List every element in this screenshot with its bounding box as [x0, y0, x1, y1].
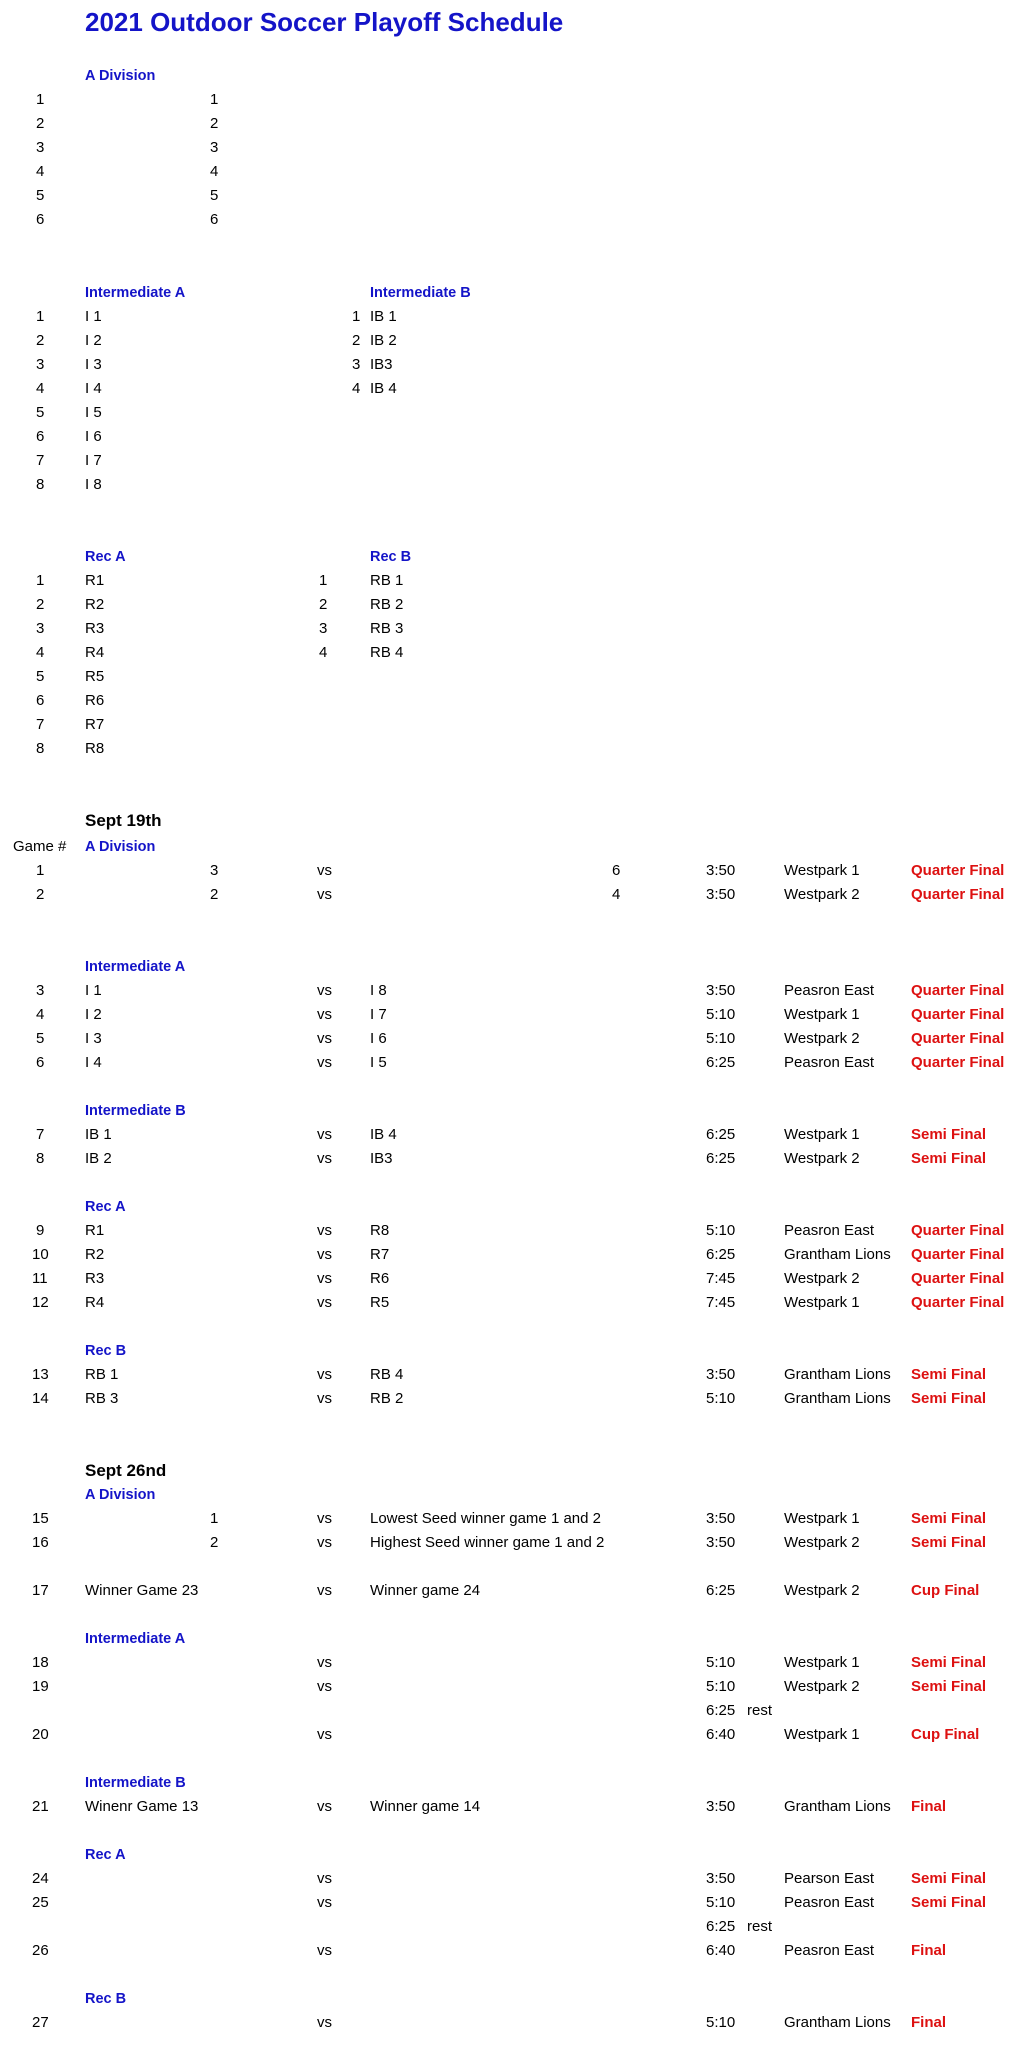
seed-team: 5 — [210, 187, 219, 204]
section-header-intermediate-b: Intermediate B — [85, 1103, 186, 1119]
round-label: Semi Final — [911, 1366, 987, 1383]
section-header-intermediate-b: Intermediate B — [85, 1775, 186, 1791]
seed-team: I 5 — [85, 404, 102, 421]
vs-label: vs — [317, 1894, 332, 1911]
game-number: 26 — [32, 1942, 49, 1959]
seed-team: 2 — [210, 115, 219, 132]
vs-label: vs — [317, 982, 332, 999]
round-label: Quarter Final — [911, 862, 1005, 879]
vs-label: vs — [317, 1534, 332, 1551]
game-number: 7 — [36, 1126, 45, 1143]
away-team: 4 — [612, 886, 621, 903]
game-number: 17 — [32, 1582, 49, 1599]
away-team: I 6 — [370, 1030, 387, 1047]
seed-team: RB 4 — [370, 644, 404, 661]
seed-team: R6 — [85, 692, 105, 709]
home-team: Winenr Game 13 — [85, 1798, 199, 1815]
seed-number: 3 — [352, 356, 361, 373]
seed-number: 7 — [36, 452, 45, 469]
game-time: 5:10 — [706, 2014, 736, 2031]
round-label: Final — [911, 2014, 947, 2031]
vs-label: vs — [317, 862, 332, 879]
round-label: Quarter Final — [911, 1006, 1005, 1023]
field-name: Pearson East — [784, 1870, 875, 1887]
field-name: Peasron East — [784, 1894, 875, 1911]
seed-team: I 4 — [85, 380, 102, 397]
section-header-a-division: A Division — [85, 1487, 156, 1503]
round-label: Quarter Final — [911, 1246, 1005, 1263]
round-label: Final — [911, 1798, 947, 1815]
seed-number: 3 — [319, 620, 328, 637]
seed-number: 2 — [352, 332, 361, 349]
away-team: R8 — [370, 1222, 390, 1239]
field-name: Westpark 1 — [784, 1654, 860, 1671]
game-time: 3:50 — [706, 1510, 736, 1527]
section-header-intermediate-a: Intermediate A — [85, 1631, 186, 1647]
home-team: 1 — [210, 1510, 219, 1527]
round-label: Final — [911, 1942, 947, 1959]
game-number: 3 — [36, 982, 45, 999]
seed-number: 2 — [36, 596, 45, 613]
seed-number: 1 — [36, 91, 45, 108]
section-header-a-division: A Division — [85, 68, 156, 84]
vs-label: vs — [317, 1726, 332, 1743]
game-time: 5:10 — [706, 1030, 736, 1047]
field-name: Westpark 1 — [784, 1726, 860, 1743]
seed-number: 3 — [36, 139, 45, 156]
page-title: 2021 Outdoor Soccer Playoff Schedule — [85, 7, 564, 37]
home-team: I 3 — [85, 1030, 102, 1047]
home-team: 2 — [210, 1534, 219, 1551]
game-time: 6:25 — [706, 1054, 736, 1071]
round-label: Cup Final — [911, 1582, 980, 1599]
game-time: 3:50 — [706, 862, 736, 879]
field-name: Grantham Lions — [784, 1246, 891, 1263]
round-label: Semi Final — [911, 1654, 987, 1671]
seed-number: 8 — [36, 476, 45, 493]
seed-number: 1 — [36, 572, 45, 589]
game-number: 5 — [36, 1030, 45, 1047]
round-label: Quarter Final — [911, 1030, 1005, 1047]
away-team: Winner game 24 — [370, 1582, 481, 1599]
home-team: R1 — [85, 1222, 105, 1239]
game-time: 6:25 — [706, 1126, 736, 1143]
seed-team: RB 2 — [370, 596, 404, 613]
game-number: 21 — [32, 1798, 49, 1815]
away-team: R6 — [370, 1270, 390, 1287]
game-time: 6:40 — [706, 1942, 736, 1959]
home-team: IB 1 — [85, 1126, 112, 1143]
game-time: 3:50 — [706, 982, 736, 999]
vs-label: vs — [317, 1390, 332, 1407]
vs-label: vs — [317, 1870, 332, 1887]
field-name: Grantham Lions — [784, 1798, 891, 1815]
round-label: Semi Final — [911, 1534, 987, 1551]
seed-number: 8 — [36, 740, 45, 757]
home-team: 3 — [210, 862, 219, 879]
seed-team: I 3 — [85, 356, 102, 373]
game-number: 20 — [32, 1726, 49, 1743]
round-label: Semi Final — [911, 1150, 987, 1167]
game-time: 5:10 — [706, 1222, 736, 1239]
seed-number: 4 — [36, 380, 45, 397]
seed-team: 6 — [210, 211, 219, 228]
game-number: 2 — [36, 886, 45, 903]
seed-team: R5 — [85, 668, 105, 685]
vs-label: vs — [317, 1054, 332, 1071]
seed-team: R4 — [85, 644, 105, 661]
rest-label: rest — [747, 1702, 773, 1719]
seed-team: I 1 — [85, 308, 102, 325]
date-heading: Sept 26nd — [85, 1461, 167, 1480]
seed-number: 5 — [36, 668, 45, 685]
seed-team: I 6 — [85, 428, 102, 445]
home-team: RB 3 — [85, 1390, 119, 1407]
game-number: 15 — [32, 1510, 49, 1527]
game-number: 24 — [32, 1870, 49, 1887]
game-number: 10 — [32, 1246, 49, 1263]
game-number: 11 — [32, 1270, 48, 1287]
away-team: I 7 — [370, 1006, 387, 1023]
seed-team: RB 3 — [370, 620, 404, 637]
home-team: R4 — [85, 1294, 105, 1311]
vs-label: vs — [317, 1150, 332, 1167]
round-label: Quarter Final — [911, 982, 1005, 999]
round-label: Semi Final — [911, 1390, 987, 1407]
game-number: 12 — [32, 1294, 49, 1311]
field-name: Westpark 2 — [784, 1030, 860, 1047]
seed-team: R8 — [85, 740, 105, 757]
seed-number: 2 — [36, 332, 45, 349]
section-header-rec-a: Rec A — [85, 1199, 126, 1215]
away-team: Winner game 14 — [370, 1798, 481, 1815]
game-number: 18 — [32, 1654, 49, 1671]
rest-time: 6:25 — [706, 1918, 736, 1935]
vs-label: vs — [317, 1678, 332, 1695]
seed-number: 7 — [36, 716, 45, 733]
seed-number: 2 — [319, 596, 328, 613]
home-team: I 2 — [85, 1006, 102, 1023]
game-time: 3:50 — [706, 1798, 736, 1815]
vs-label: vs — [317, 1030, 332, 1047]
round-label: Cup Final — [911, 1726, 980, 1743]
game-number: 6 — [36, 1054, 45, 1071]
home-team: R2 — [85, 1246, 105, 1263]
vs-label: vs — [317, 1006, 332, 1023]
seed-team: I 7 — [85, 452, 102, 469]
round-label: Semi Final — [911, 1894, 987, 1911]
game-number: 1 — [36, 862, 45, 879]
round-label: Quarter Final — [911, 886, 1005, 903]
seed-team: R2 — [85, 596, 105, 613]
game-time: 7:45 — [706, 1270, 736, 1287]
home-team: R3 — [85, 1270, 105, 1287]
game-time: 3:50 — [706, 1366, 736, 1383]
game-number: 14 — [32, 1390, 49, 1407]
field-name: Westpark 2 — [784, 1534, 860, 1551]
game-time: 6:25 — [706, 1150, 736, 1167]
seed-number: 4 — [319, 644, 328, 661]
round-label: Quarter Final — [911, 1270, 1005, 1287]
game-time: 6:25 — [706, 1246, 736, 1263]
game-time: 5:10 — [706, 1894, 736, 1911]
vs-label: vs — [317, 886, 332, 903]
away-team: R7 — [370, 1246, 390, 1263]
vs-label: vs — [317, 1246, 332, 1263]
game-number: 13 — [32, 1366, 49, 1383]
game-time: 5:10 — [706, 1678, 736, 1695]
section-header-intermediate-a: Intermediate A — [85, 285, 186, 301]
field-name: Westpark 1 — [784, 1294, 860, 1311]
away-team: IB3 — [370, 1150, 393, 1167]
game-time: 5:10 — [706, 1390, 736, 1407]
seed-team: R3 — [85, 620, 105, 637]
field-name: Westpark 2 — [784, 1678, 860, 1695]
home-team: Winner Game 23 — [85, 1582, 199, 1599]
away-team: 6 — [612, 862, 621, 879]
seed-team: IB 4 — [370, 380, 397, 397]
seed-number: 2 — [36, 115, 45, 132]
seed-team: R1 — [85, 572, 105, 589]
section-header-rec-b: Rec B — [85, 1343, 127, 1359]
section-header-rec-b: Rec B — [370, 549, 412, 565]
round-label: Semi Final — [911, 1126, 987, 1143]
away-team: Lowest Seed winner game 1 and 2 — [370, 1510, 601, 1527]
round-label: Quarter Final — [911, 1054, 1005, 1071]
round-label: Semi Final — [911, 1510, 987, 1527]
vs-label: vs — [317, 1942, 332, 1959]
field-name: Westpark 2 — [784, 886, 860, 903]
home-team: IB 2 — [85, 1150, 112, 1167]
game-number: 8 — [36, 1150, 45, 1167]
away-team: Highest Seed winner game 1 and 2 — [370, 1534, 605, 1551]
section-header-a-division: A Division — [85, 839, 156, 855]
seed-team: IB3 — [370, 356, 393, 373]
vs-label: vs — [317, 1654, 332, 1671]
game-number: 9 — [36, 1222, 45, 1239]
vs-label: vs — [317, 2014, 332, 2031]
away-team: RB 2 — [370, 1390, 404, 1407]
seed-team: IB 1 — [370, 308, 397, 325]
seed-team: 3 — [210, 139, 219, 156]
seed-team: 1 — [210, 91, 219, 108]
game-time: 3:50 — [706, 886, 736, 903]
seed-number: 6 — [36, 692, 45, 709]
seed-number: 3 — [36, 620, 45, 637]
seed-number: 4 — [36, 163, 45, 180]
home-team: I 1 — [85, 982, 102, 999]
away-team: RB 4 — [370, 1366, 404, 1383]
game-time: 6:40 — [706, 1726, 736, 1743]
game-number: 4 — [36, 1006, 45, 1023]
home-team: RB 1 — [85, 1366, 119, 1383]
field-name: Westpark 1 — [784, 1006, 860, 1023]
vs-label: vs — [317, 1510, 332, 1527]
game-number: 25 — [32, 1894, 49, 1911]
seed-team: IB 2 — [370, 332, 397, 349]
away-team: I 8 — [370, 982, 387, 999]
game-number: 27 — [32, 2014, 49, 2031]
game-time: 5:10 — [706, 1006, 736, 1023]
away-team: IB 4 — [370, 1126, 397, 1143]
field-name: Peasron East — [784, 1222, 875, 1239]
away-team: I 5 — [370, 1054, 387, 1071]
home-team: 2 — [210, 886, 219, 903]
vs-label: vs — [317, 1366, 332, 1383]
home-team: I 4 — [85, 1054, 102, 1071]
date-heading: Sept 19th — [85, 811, 162, 830]
seed-number: 1 — [36, 308, 45, 325]
field-name: Westpark 1 — [784, 1126, 860, 1143]
seed-number: 3 — [36, 356, 45, 373]
round-label: Quarter Final — [911, 1294, 1005, 1311]
seed-team: RB 1 — [370, 572, 404, 589]
seed-number: 6 — [36, 428, 45, 445]
seed-team: R7 — [85, 716, 105, 733]
field-name: Peasron East — [784, 1054, 875, 1071]
seed-number: 4 — [36, 644, 45, 661]
field-name: Grantham Lions — [784, 2014, 891, 2031]
field-name: Grantham Lions — [784, 1366, 891, 1383]
vs-label: vs — [317, 1294, 332, 1311]
game-time: 3:50 — [706, 1534, 736, 1551]
vs-label: vs — [317, 1582, 332, 1599]
field-name: Westpark 2 — [784, 1270, 860, 1287]
seed-number: 1 — [319, 572, 328, 589]
seed-number: 1 — [352, 308, 361, 325]
game-time: 7:45 — [706, 1294, 736, 1311]
round-label: Semi Final — [911, 1678, 987, 1695]
section-header-rec-b: Rec B — [85, 1991, 127, 2007]
field-name: Peasron East — [784, 982, 875, 999]
field-name: Grantham Lions — [784, 1390, 891, 1407]
game-number: 16 — [32, 1534, 49, 1551]
section-header-intermediate-b: Intermediate B — [370, 285, 471, 301]
vs-label: vs — [317, 1798, 332, 1815]
round-label: Semi Final — [911, 1870, 987, 1887]
game-time: 3:50 — [706, 1870, 736, 1887]
section-header-rec-a: Rec A — [85, 549, 126, 565]
field-name: Westpark 2 — [784, 1150, 860, 1167]
seed-number: 5 — [36, 187, 45, 204]
field-name: Westpark 1 — [784, 1510, 860, 1527]
seed-number: 4 — [352, 380, 361, 397]
game-number: 19 — [32, 1678, 49, 1695]
section-header-rec-a: Rec A — [85, 1847, 126, 1863]
game-time: 6:25 — [706, 1582, 736, 1599]
section-header-intermediate-a: Intermediate A — [85, 959, 186, 975]
game-time: 5:10 — [706, 1654, 736, 1671]
rest-time: 6:25 — [706, 1702, 736, 1719]
field-name: Westpark 2 — [784, 1582, 860, 1599]
seed-number: 5 — [36, 404, 45, 421]
away-team: R5 — [370, 1294, 390, 1311]
round-label: Quarter Final — [911, 1222, 1005, 1239]
seed-team: I 8 — [85, 476, 102, 493]
vs-label: vs — [317, 1222, 332, 1239]
seed-team: I 2 — [85, 332, 102, 349]
game-number-column-header: Game # — [13, 838, 67, 855]
vs-label: vs — [317, 1270, 332, 1287]
seed-team: 4 — [210, 163, 219, 180]
vs-label: vs — [317, 1126, 332, 1143]
field-name: Peasron East — [784, 1942, 875, 1959]
rest-label: rest — [747, 1918, 773, 1935]
seed-number: 6 — [36, 211, 45, 228]
field-name: Westpark 1 — [784, 862, 860, 879]
